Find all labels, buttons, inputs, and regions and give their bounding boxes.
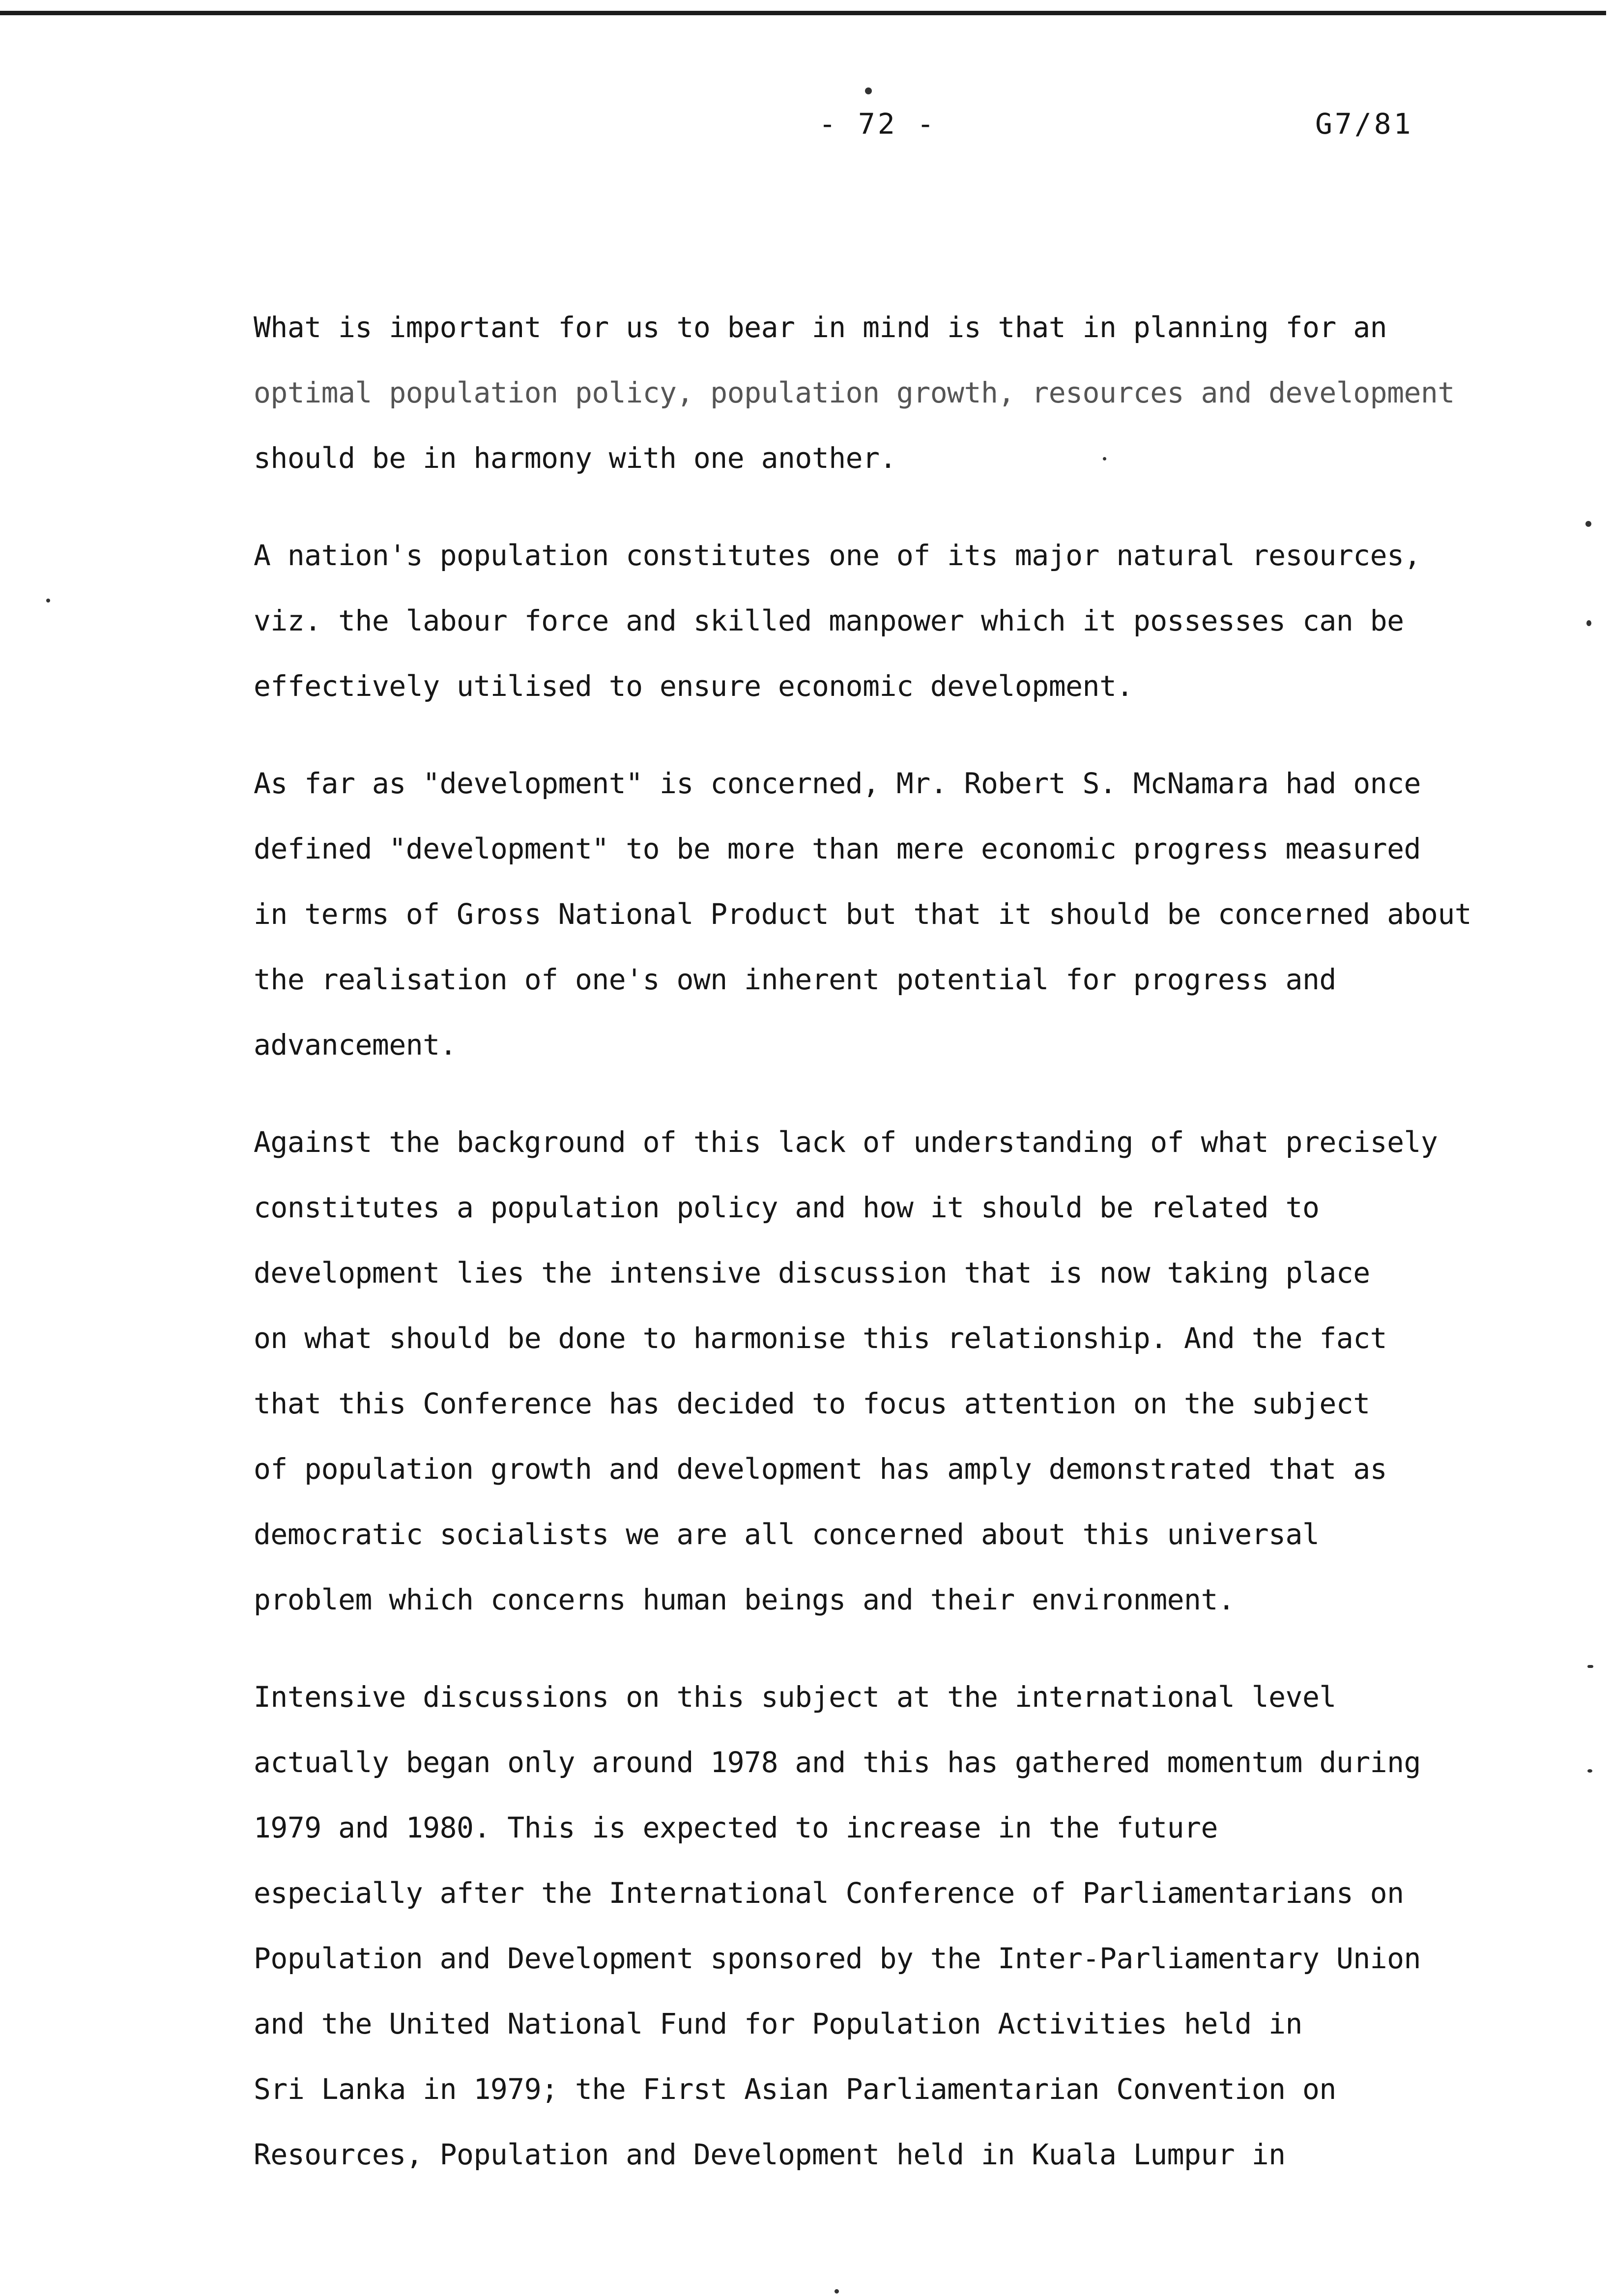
text-line: democratic socialists we are all concerned about this universal [254, 1518, 1320, 1551]
text-line: constitutes a population policy and how it should be related to [254, 1191, 1320, 1224]
scan-speck [46, 599, 50, 603]
scan-speck [1587, 1665, 1593, 1668]
top-rule [0, 11, 1606, 15]
text-line: optimal population policy, population growth, resources and development [254, 376, 1455, 409]
text-line: A nation's population constitutes one of its major natural resources, [254, 539, 1421, 572]
text-line: that this Conference has decided to focus attention on the subject [254, 1387, 1370, 1420]
scan-speck [1586, 620, 1591, 626]
text-line: Resources, Population and Development held in Kuala Lumpur in [254, 2138, 1286, 2171]
text-line: Intensive discussions on this subject at the international level [254, 1680, 1336, 1714]
text-line: actually began only around 1978 and this has gathered momentum during [254, 1746, 1421, 1779]
scan-speck [835, 2289, 839, 2294]
text-line: What is important for us to bear in mind is that in planning for an [254, 311, 1387, 344]
text-line: Sri Lanka in 1979; the First Asian Parliamentarian Convention on [254, 2072, 1336, 2106]
scan-speck [865, 87, 872, 94]
text-line: especially after the International Conference of Parliamentarians on [254, 1876, 1404, 1910]
text-line: effectively utilised to ensure economic development. [254, 669, 1133, 703]
scan-speck [1587, 1769, 1592, 1773]
scan-speck [1585, 521, 1591, 527]
paragraph-5 [254, 1665, 1453, 2187]
text-line: advancement. [254, 1028, 457, 1062]
paragraph-4 [254, 1110, 1453, 1633]
text-line: on what should be done to harmonise this relationship. And the fact [254, 1321, 1387, 1355]
page-number: - 72 - [819, 107, 937, 141]
document-reference: G7/81 [1315, 107, 1413, 141]
text-line: should be in harmony with one another. [254, 441, 896, 475]
paragraph-3 [254, 751, 1472, 1078]
text-line: 1979 and 1980. This is expected to increase in the future [254, 1811, 1218, 1844]
text-line: viz. the labour force and skilled manpower which it possesses can be [254, 604, 1404, 637]
text-line: in terms of Gross National Product but that it should be concerned about [254, 897, 1472, 931]
text-line: and the United National Fund for Population Activities held in [254, 2007, 1302, 2040]
text-line: development lies the intensive discussion that is now taking place [254, 1256, 1370, 1290]
scan-speck [1103, 457, 1106, 460]
text-line: of population growth and development has amply demonstrated that as [254, 1452, 1387, 1486]
paragraph-1 [254, 295, 1453, 491]
text-line: the realisation of one's own inherent potential for progress and [254, 963, 1336, 996]
text-line: Against the background of this lack of understanding of what precisely [254, 1125, 1438, 1159]
paragraph-2 [254, 523, 1453, 719]
text-line: problem which concerns human beings and their environment. [254, 1583, 1235, 1616]
text-line: defined "development" to be more than mere economic progress measured [254, 832, 1421, 865]
text-line: As far as "development" is concerned, Mr. Robert S. McNamara had once [254, 767, 1421, 800]
body-text [254, 295, 1472, 2219]
text-line: Population and Development sponsored by the Inter-Parliamentary Union [254, 1942, 1421, 1975]
